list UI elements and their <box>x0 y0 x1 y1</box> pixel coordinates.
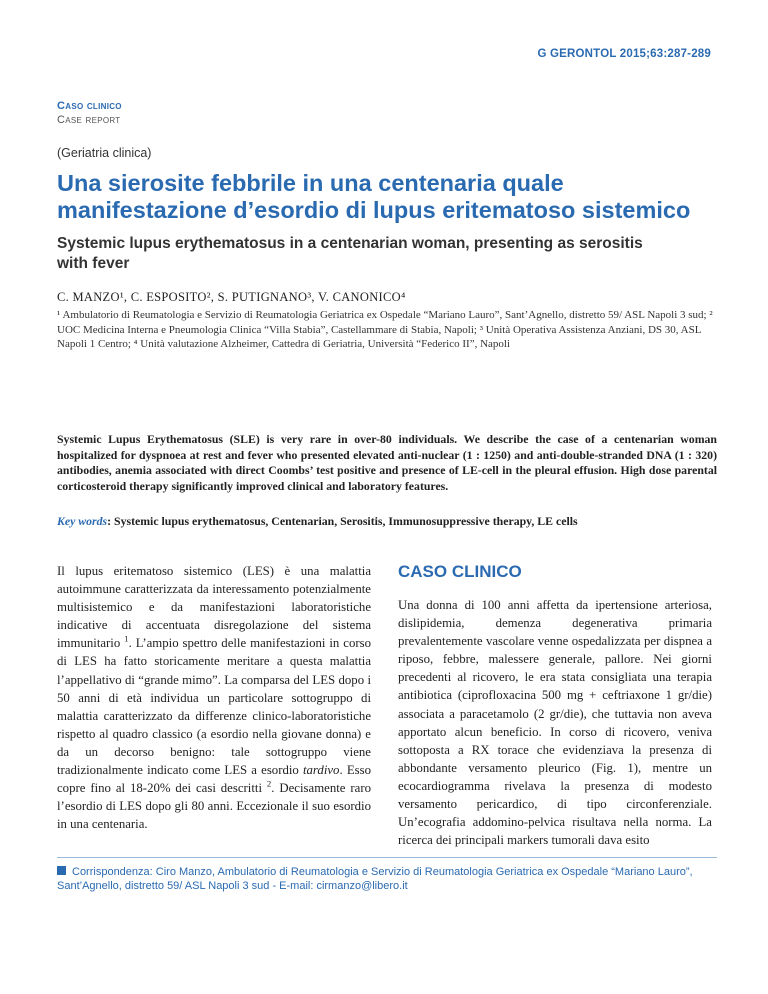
reference-2[interactable]: 2 <box>266 778 272 789</box>
case-section <box>398 562 712 849</box>
author-list: C. MANZO¹, C. ESPOSITO², S. PUTIGNANO³, V. CANONICO⁴ <box>57 290 406 304</box>
introduction-paragraph <box>57 562 371 833</box>
intro-text-1: Il lupus eritematoso sistemico (LES) è una malattia autoimmune caratterizzata da interessamento potenzialmente multisistemico e da manifestazioni laboratoristiche indicative di accentuata disregolazione del sistema immunitario <box>57 564 371 651</box>
keywords-label: Key words <box>57 514 108 528</box>
intro-text-3: . Esso copre fino al 18-20% dei casi descritti <box>57 763 372 796</box>
section-sublabel: Case report <box>57 114 121 126</box>
article-title: Una sierosite febbrile in una centenaria quale manifestazione d’esordio di lupus eritematoso sistemico <box>57 170 691 223</box>
keywords-text: : Systemic lupus erythematosus, Centenarian, Serositis, Immunosuppressive therapy, LE cells <box>107 514 578 528</box>
case-paragraph: Una donna di 100 anni affetta da ipertensione arteriosa, dislipidemia, demenza degenerativa primaria prevalentemente vascolare venne ospedalizzata per dispnea a riposo, febbre, malessere generale, pallore. Nei giorni precedenti al ricovero, le era stata consigliata una terapia antibiotica (ciprofloxacina 500 mg + ceftriaxone 1 gr/die) associata a paracetamolo (2 gr/die), che tuttavia non aveva apportato alcun beneficio. In corso di ricovero, veniva sottoposta a RX torace che evidenziava la presenza di abbondante versamento pleurico (Fig. 1), mentre un ecocardiogramma rivelava la presenza di modesto versamento pericardico, di tipo circonferenziale. Un’ecografia addomino-pelvica risultava nella norma. La ricerca dei principali markers tumorali dava esito <box>398 598 712 848</box>
square-bullet-icon <box>57 866 66 875</box>
journal-reference: G GERONTOL 2015;63:287-289 <box>537 48 711 60</box>
intro-italic-term: tardivo <box>302 763 340 778</box>
intro-text-2: . L’ampio spettro delle manifestazioni in corso di LES ha fatto storicamente meritare a questa malattia l’appellativo di “grande mimo”. La comparsa del LES dopo i 50 anni di età individua un particolare sottogruppo di malattia caratterizzato da differenze clinico-laboratoristiche rispetto al quadro classico (a esordio nella giovane donna) e da un decorso benigno: tale sottogruppo viene tradizionalmente indicato come LES a esordio <box>57 636 371 778</box>
article-category: (Geriatria clinica) <box>57 146 152 160</box>
correspondence-note <box>57 865 719 893</box>
article-subtitle: Systemic lupus erythematosus in a centenarian woman, presenting as serositis with fever <box>57 235 643 272</box>
abstract: Systemic Lupus Erythematosus (SLE) is very rare in over-80 individuals. We describe the case of a centenarian woman hospitalized for dyspnoea at rest and fever who presented elevated anti-nuclear (1 : 1250) and anti-double-stranded DNA (1 : 320) antibodies, anemia associated with direct Coombs’ test positive and presence of LE-cell in the pleural effusion. High dose parental corticosteroid therapy significantly improved clinical and laboratory features. <box>57 432 717 493</box>
case-heading: CASO CLINICO <box>398 562 522 581</box>
intro-text-4: . Decisamente raro l’esordio di LES dopo gli 80 anni. Eccezionale il suo esordio in una centenaria. <box>57 781 371 832</box>
reference-1[interactable]: 1 <box>124 634 129 645</box>
correspondence-text: Corrispondenza: Ciro Manzo, Ambulatorio di Reumatologia e Servizio di Reumatologia Geriatrica ex Ospedale “Mariano Lauro”, Sant’Agnello, distretto 59/ ASL Napoli 3 sud - E-mail: cirmanzo@libero.it <box>57 866 693 892</box>
footnote-divider <box>57 857 717 858</box>
section-label: Caso clinico <box>57 100 122 112</box>
affiliations: ¹ Ambulatorio di Reumatologia e Servizio di Reumatologia Geriatrica ex Ospedale “Mariano Lauro”, Sant’Agnello, distretto 59/ ASL Napoli 3 sud; ² UOC Medicina Interna e Pneumologia Clinica “Villa Stabia”, Castellammare di Stabia, Napoli; ³ Unità Operativa Assistenza Anziani, DS 30, ASL Napoli 1 Centro; ⁴ Unità valutazione Alzheimer, Cattedra di Geriatria, Università “Federico II”, Napoli <box>57 309 713 350</box>
keywords <box>57 514 722 529</box>
